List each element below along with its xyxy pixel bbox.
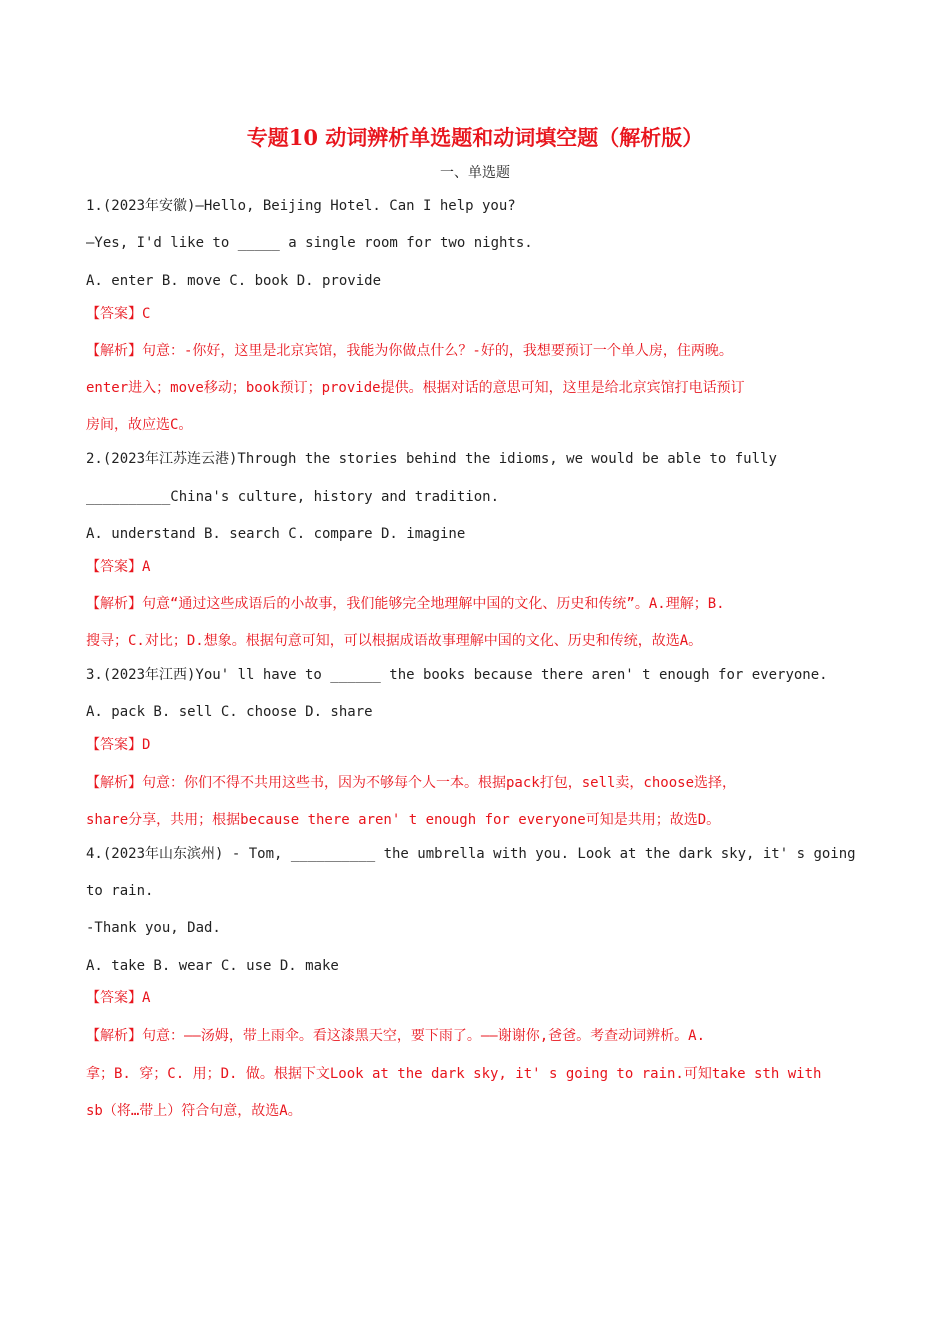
section-heading: 一、单选题 xyxy=(440,165,510,181)
question-4-answer: 【答案】A xyxy=(86,990,151,1006)
question-2-answer: 【答案】A xyxy=(86,559,151,575)
question-4-analysis-line-3: sb（将…带上）符合句意，故选A。 xyxy=(86,1103,302,1119)
question-4-analysis: 【解析】句意：——汤姆，带上雨伞。看这漆黑天空，要下雨了。——谢谢你,爸爸。考查动词辨析。A. xyxy=(86,1028,705,1044)
question-3-analysis: 【解析】句意：你们不得不共用这些书，因为不够每个人一本。根据pack打包，sell卖，choose选择， xyxy=(86,775,736,791)
question-3-stem: 3.(2023年江西)You' ll have to ______ the books because there aren' t enough for everyone. xyxy=(86,667,828,683)
question-1-stem: 1.(2023年安徽)—Hello, Beijing Hotel. Can I help you? xyxy=(86,198,516,214)
question-4-options: A. take B. wear C. use D. make xyxy=(86,958,339,974)
question-2-options: A. understand B. search C. compare D. imagine xyxy=(86,526,466,542)
question-1-options: A. enter B. move C. book D. provide xyxy=(86,273,382,289)
question-2-stem-line-2: __________China's culture, history and tradition. xyxy=(86,489,500,505)
question-2-analysis-line-2: 搜寻；C.对比；D.想象。根据句意可知，可以根据成语故事理解中国的文化、历史和传统，故选A。 xyxy=(86,633,703,649)
question-4-analysis-line-2: 拿；B. 穿；C. 用；D. 做。根据下文Look at the dark sky, it' s going to rain.可知take sth with xyxy=(86,1066,822,1082)
question-4-stem: 4.(2023年山东滨州) - Tom, __________ the umbrella with you. Look at the dark sky, it' s going xyxy=(86,846,856,862)
question-3-analysis-line-2: share分享，共用；根据because there aren' t enough for everyone可知是共用；故选D。 xyxy=(86,812,721,828)
question-1-stem-line-2: —Yes, I'd like to _____ a single room for two nights. xyxy=(86,235,533,251)
question-2-analysis: 【解析】句意“通过这些成语后的小故事，我们能够完全地理解中国的文化、历史和传统”。A.理解；B. xyxy=(86,596,725,612)
question-3-options: A. pack B. sell C. choose D. share xyxy=(86,704,373,720)
question-4-stem-line-3: -Thank you, Dad. xyxy=(86,920,221,936)
question-1-analysis-line-3: 房间，故应选C。 xyxy=(86,417,193,433)
question-1-analysis: 【解析】句意：-你好，这里是北京宾馆，我能为你做点什么？-好的，我想要预订一个单人房，住两晚。 xyxy=(86,343,733,359)
question-1-answer: 【答案】C xyxy=(86,306,151,322)
document-title: 专题10 动词辨析单选题和动词填空题（解析版） xyxy=(246,125,704,150)
question-4-stem-line-2: to rain. xyxy=(86,883,154,899)
question-2-stem: 2.(2023年江苏连云港)Through the stories behind the idioms, we would be able to fully xyxy=(86,451,777,467)
question-3-answer: 【答案】D xyxy=(86,737,151,753)
question-1-analysis-line-2: enter进入；move移动；book预订；provide提供。根据对话的意思可知，这里是给北京宾馆打电话预订 xyxy=(86,380,745,396)
